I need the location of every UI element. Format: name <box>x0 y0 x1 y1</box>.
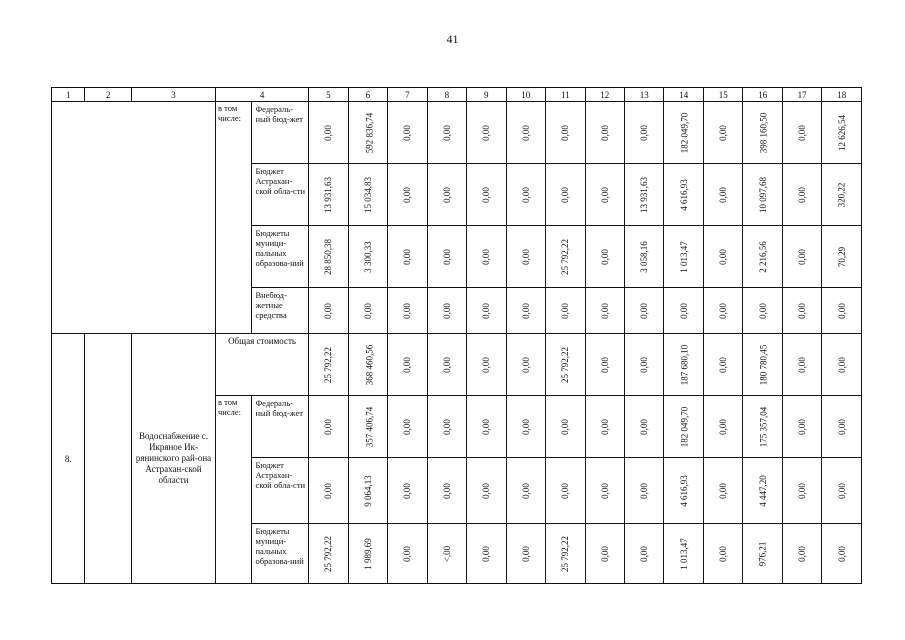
value-cell: 0,00 <box>599 124 610 141</box>
value-cell: 0,00 <box>323 124 334 141</box>
header-cell: 5 <box>309 88 348 102</box>
value-cell: 0,00 <box>402 482 413 499</box>
value-cell: 0,00 <box>481 482 492 499</box>
row-label: Бюджеты муници-пальных образова-ний <box>252 524 309 584</box>
row-label: Бюджет Астрахан-ской обла-сти <box>252 164 309 226</box>
row-index: 8. <box>52 334 85 584</box>
value-cell: 0,00 <box>520 545 531 562</box>
value-cell: 0,00 <box>402 356 413 373</box>
value-cell: 0,00 <box>599 356 610 373</box>
header-cell: 18 <box>822 88 862 102</box>
value-cell: 0,00 <box>639 418 650 435</box>
value-cell: 0,00 <box>639 545 650 562</box>
value-cell: 10 097,68 <box>757 176 768 213</box>
value-cell: 0,00 <box>836 356 847 373</box>
value-cell: 25 792,22 <box>323 535 334 572</box>
value-cell: 13 931,63 <box>639 176 650 213</box>
value-cell: 4 447,20 <box>757 474 768 507</box>
value-cell: 15 034,83 <box>362 176 373 213</box>
value-cell: 187 680,10 <box>679 344 690 385</box>
value-cell: 0,00 <box>599 248 610 265</box>
table-row <box>52 102 862 164</box>
in-that-number-label: в том числе: <box>216 396 252 584</box>
value-cell: 0,00 <box>481 124 492 141</box>
value-cell: 0,00 <box>441 418 452 435</box>
row-label: Федераль-ный бюд-жет <box>252 102 309 164</box>
value-cell: 0,00 <box>797 186 808 203</box>
value-cell: 0,00 <box>678 302 689 319</box>
value-cell: 182 049,70 <box>679 112 690 153</box>
value-cell: 0,00 <box>836 418 847 435</box>
value-cell: 0,00 <box>520 124 531 141</box>
value-cell: 0,00 <box>402 545 413 562</box>
value-cell: 1 013,47 <box>678 240 689 273</box>
value-cell: 0,00 <box>441 186 452 203</box>
header-cell: 14 <box>664 88 703 102</box>
value-cell: 0,00 <box>560 302 571 319</box>
value-cell: 25 792,22 <box>560 238 571 275</box>
value-cell: 0,00 <box>481 186 492 203</box>
value-cell: 0,00 <box>560 418 571 435</box>
object-name: Водоснабжение с. Икряное Ик-рянинского рай-она Астрахан-ской области <box>131 334 215 584</box>
value-cell: 25 792,22 <box>323 346 334 383</box>
value-cell: 0,00 <box>599 482 610 499</box>
value-cell: 0,00 <box>520 302 531 319</box>
header-cell: 4 <box>216 88 309 102</box>
value-cell: 0,00 <box>797 302 808 319</box>
value-cell: 0,00 <box>520 248 531 265</box>
value-cell: 0,00 <box>481 302 492 319</box>
value-cell: 28 850,38 <box>323 238 334 275</box>
value-cell: 0,00 <box>441 356 452 373</box>
value-cell: 0,00 <box>797 482 808 499</box>
value-cell: 0,00 <box>757 302 768 319</box>
value-cell: 182 049,70 <box>679 406 690 447</box>
value-cell: 25 792,22 <box>560 535 571 572</box>
value-cell: 0,00 <box>718 248 729 265</box>
header-cell: 1 <box>52 88 85 102</box>
value-cell: 0,00 <box>560 482 571 499</box>
value-cell: 320,22 <box>836 182 847 207</box>
value-cell: 1 013,47 <box>678 537 689 570</box>
value-cell: 0,00 <box>362 302 373 319</box>
row-label: Бюджет Астрахан-ской обла-сти <box>252 458 309 524</box>
value-cell: 0,00 <box>323 418 334 435</box>
value-cell: 25 792,22 <box>560 346 571 383</box>
value-cell: 0,00 <box>639 302 650 319</box>
value-cell: 0,00 <box>836 482 847 499</box>
value-cell: 357 406,74 <box>363 406 374 447</box>
value-cell: 0,00 <box>599 302 610 319</box>
value-cell: 398 160,50 <box>758 112 769 153</box>
row-label: Федераль-ный бюд-жет <box>252 396 309 458</box>
header-cell: 9 <box>467 88 506 102</box>
value-cell: 0,00 <box>836 545 847 562</box>
header-row <box>52 88 862 102</box>
value-cell: 1 989,69 <box>362 537 373 570</box>
funding-table <box>51 87 862 584</box>
value-cell: 0,00 <box>402 302 413 319</box>
value-cell: 0,00 <box>560 124 571 141</box>
value-cell: 0,00 <box>797 418 808 435</box>
header-cell: 2 <box>85 88 132 102</box>
value-cell: 3 300,33 <box>362 240 373 273</box>
header-cell: 8 <box>427 88 466 102</box>
row-label: Бюджеты муници-пальных образова-ний <box>252 226 309 288</box>
value-cell: 2 216,56 <box>757 240 768 273</box>
value-cell: 0,00 <box>441 302 452 319</box>
header-cell: 17 <box>782 88 821 102</box>
value-cell: 0,00 <box>520 356 531 373</box>
header-cell: 11 <box>546 88 585 102</box>
value-cell: 12 626,54 <box>836 114 847 151</box>
value-cell: 0,00 <box>718 356 729 373</box>
value-cell: 70,29 <box>836 246 847 267</box>
value-cell: 0,00 <box>560 186 571 203</box>
value-cell: 368 460,56 <box>363 344 374 385</box>
header-cell: 6 <box>348 88 387 102</box>
value-cell: 0,00 <box>402 186 413 203</box>
value-cell: 4 616,93 <box>678 178 689 211</box>
value-cell: 0,00 <box>481 248 492 265</box>
blank-cell <box>85 334 132 584</box>
value-cell: 0,00 <box>520 186 531 203</box>
value-cell: 0,00 <box>718 302 729 319</box>
value-cell: 0,00 <box>481 418 492 435</box>
value-cell: 0,00 <box>402 248 413 265</box>
value-cell: 3 058,16 <box>639 240 650 273</box>
header-cell: 7 <box>388 88 427 102</box>
value-cell: 180 780,45 <box>758 344 769 385</box>
value-cell: 9 064,13 <box>362 474 373 507</box>
header-cell: 13 <box>625 88 664 102</box>
header-cell: 3 <box>131 88 215 102</box>
value-cell: 0,00 <box>402 124 413 141</box>
header-cell: 12 <box>585 88 624 102</box>
value-cell: 0,00 <box>797 545 808 562</box>
value-cell: 0,00 <box>402 418 413 435</box>
table-row <box>52 334 862 396</box>
value-cell: 13 931,63 <box>323 176 334 213</box>
header-cell: 16 <box>743 88 782 102</box>
value-cell: 0,00 <box>797 124 808 141</box>
header-cell: 15 <box>703 88 742 102</box>
value-cell: <,00 <box>441 545 452 562</box>
row-label: Внебюд-жетные средства <box>252 288 309 334</box>
value-cell: 0,00 <box>639 482 650 499</box>
value-cell: 0,00 <box>599 545 610 562</box>
value-cell: 0,00 <box>520 482 531 499</box>
value-cell: 0,00 <box>441 482 452 499</box>
value-cell: 0,00 <box>718 418 729 435</box>
value-cell: 0,00 <box>718 482 729 499</box>
value-cell: 592 836,74 <box>363 112 374 153</box>
value-cell: 0,00 <box>599 186 610 203</box>
value-cell: 4 616,93 <box>678 474 689 507</box>
value-cell: 0,00 <box>797 356 808 373</box>
value-cell: 175 357,04 <box>758 406 769 447</box>
value-cell: 0,00 <box>323 482 334 499</box>
value-cell: 0,00 <box>441 248 452 265</box>
value-cell: 0,00 <box>797 248 808 265</box>
value-cell: 0,00 <box>481 356 492 373</box>
value-cell: 0,00 <box>599 418 610 435</box>
header-cell: 10 <box>506 88 545 102</box>
value-cell: 0,00 <box>639 356 650 373</box>
total-cost-label: Общая стоимость <box>216 334 309 396</box>
value-cell: 0,00 <box>718 186 729 203</box>
value-cell: 0,00 <box>481 545 492 562</box>
value-cell: 0,00 <box>323 302 334 319</box>
value-cell: 976,21 <box>757 541 768 566</box>
value-cell: 0,00 <box>441 124 452 141</box>
value-cell: 0,00 <box>520 418 531 435</box>
page-number: 41 <box>446 32 459 46</box>
blank-cell <box>52 102 216 334</box>
value-cell: 0,00 <box>718 545 729 562</box>
in-that-number-label: в том числе: <box>216 102 252 334</box>
value-cell: 0,00 <box>718 124 729 141</box>
value-cell: 0,00 <box>639 124 650 141</box>
value-cell: 0,00 <box>836 302 847 319</box>
